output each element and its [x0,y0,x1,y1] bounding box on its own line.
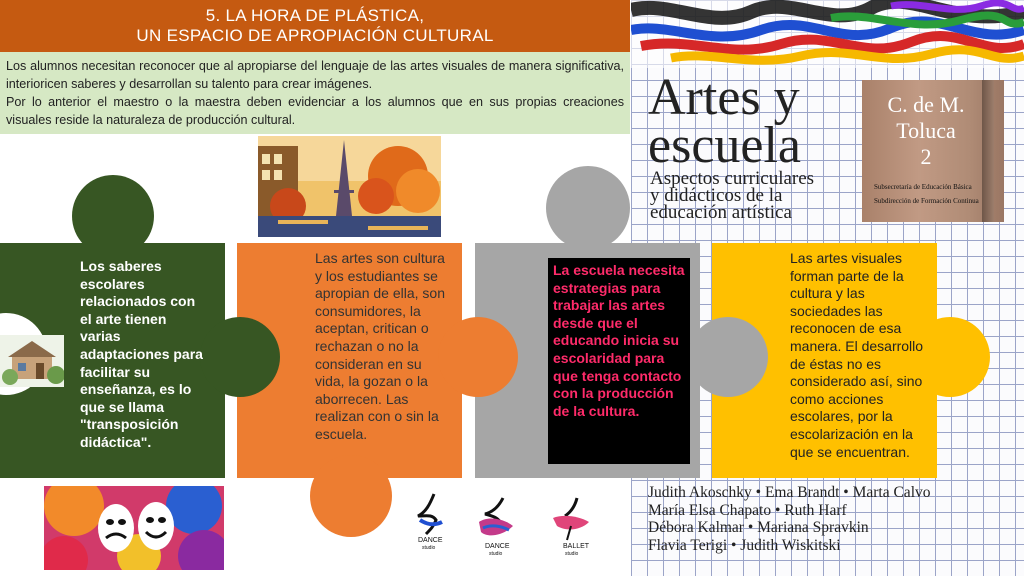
piece4-text: Las artes visuales forman parte de la cultura y las sociedades las reconocen de esa manera. El desarrollo de éstas no es considerado así, sino como acciones escolares, por la escolarización en la que se encuentran. [790,250,924,460]
book-subtitle-line3: educación artística [650,202,792,223]
piece3-text: La escuela necesita estrategias para trabajar las artes desde que el educando inicia su escolaridad para que tenga contacto con la producción de la cultura. [553,262,685,419]
puzzle-knob-orange-bottom [310,455,392,537]
piece1-text: Los saberes escolares relacionados con el arte tienen varias adaptaciones para facilitar su enseñanza, es lo que se llama "transposición didáctica". [80,258,203,450]
puzzle-knob-gray-right [688,317,768,397]
paris-painting-image [258,136,441,237]
stamp-sub1: Subsecretaría de Educación Básica [874,183,972,191]
stamp-subtext [874,180,979,208]
authors-line3: Débora Kalmar • Mariana Spravkin [648,519,869,536]
dance3-sub: studio [565,551,579,557]
authors-line4: Flavia Terigi • Judith Wiskitski [648,536,841,554]
book-subtitle-line1: Aspectos curriculares [650,168,815,189]
dance2-label: DANCE [485,543,510,550]
stamp-text [862,92,990,170]
house-watercolor-image [0,335,64,387]
authors-line2: María Elsa Chapato • Ruth Harf [648,501,847,519]
book-subtitle-line2: y didácticos de la [650,185,783,206]
book-title-line2: escuela [648,117,802,174]
stamp-line3: 2 [920,144,932,169]
stamp-line2: Toluca [896,118,956,143]
dance1-sub: studio [422,545,436,551]
book-subtitle [650,170,814,221]
dance3-label: BALLET [563,543,590,550]
stamp-line1: C. de M. [887,92,965,117]
puzzle-knob-gray [546,166,630,250]
dance-studio-logo-2 [473,496,521,558]
intro-paragraph-1: Los alumnos necesitan reconocer que al apropiarse del lenguaje de las artes visuales de manera significativa, interioricen saberes y desarrollan su talento para crear imágenes. [6,59,624,91]
ballet-studio-logo [549,496,597,558]
authors-line1: Judith Akoschky • Ema Brandt • Marta Calvo [648,484,931,501]
puzzle-knob-green-right [200,317,280,397]
piece2-text: Las artes son cultura y los estudiantes se apropian de ella, son consumidores, la aceptan, critican o rechazan o no la consideran en su vida, la gozan o la aborrecen. Las realizan con o sin la escuela. [315,250,445,442]
crayon-strokes-image [631,0,1024,68]
slide-title-line1: 5. LA HORA DE PLÁSTICA, [205,6,425,25]
library-stamp [862,80,1004,222]
intro-paragraph-2: Por lo anterior el maestro o la maestra deben evidenciar a los alumnos que en sus propias creaciones visuales reside la naturaleza de producción cultural. [6,95,624,127]
dance1-label: DANCE [418,537,443,544]
theatre-masks-image [44,486,224,570]
book-authors [648,484,931,554]
book-title-line1: Artes y [648,69,800,126]
book-title [648,69,802,174]
dance-studio-logo-1 [408,490,456,552]
slide-title-line2: UN ESPACIO DE APROPIACIÓN CULTURAL [136,26,494,45]
dance2-sub: studio [489,551,503,557]
slide-title [0,0,630,52]
stamp-sub2: Subdirección de Formación Continua [874,197,979,205]
intro-text-box [0,52,630,134]
